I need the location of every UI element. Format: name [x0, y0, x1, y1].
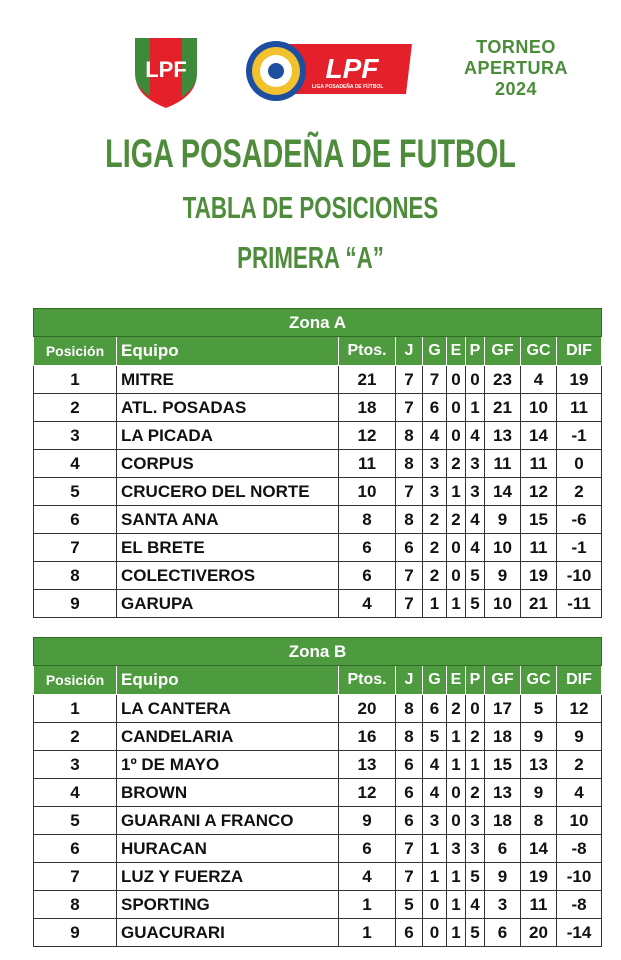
- cell-pts: 11: [339, 450, 396, 478]
- cell-dif: 2: [557, 751, 602, 779]
- column-header-gf: GF: [485, 337, 521, 366]
- cell-p: 3: [466, 478, 485, 506]
- cell-dif: -1: [557, 422, 602, 450]
- zone-header-row: [34, 638, 602, 666]
- cell-gf: 13: [485, 779, 521, 807]
- cell-p: 4: [466, 422, 485, 450]
- cell-pts: 10: [339, 478, 396, 506]
- table-row: [34, 366, 602, 394]
- cell-team: LUZ Y FUERZA: [117, 863, 339, 891]
- cell-gc: 12: [521, 478, 557, 506]
- division-title: PRIMERA “A”: [237, 240, 384, 275]
- cell-j: 7: [396, 366, 423, 394]
- cell-gc: 14: [521, 835, 557, 863]
- cell-gf: 13: [485, 422, 521, 450]
- cell-e: 1: [447, 590, 466, 618]
- cell-e: 1: [447, 751, 466, 779]
- cell-p: 2: [466, 779, 485, 807]
- cell-p: 1: [466, 751, 485, 779]
- cell-team: MITRE: [117, 366, 339, 394]
- cell-gf: 9: [485, 562, 521, 590]
- cell-p: 4: [466, 534, 485, 562]
- lpf-round-logo: [244, 38, 416, 104]
- cell-j: 7: [396, 590, 423, 618]
- cell-gc: 19: [521, 863, 557, 891]
- table-row: [34, 779, 602, 807]
- column-header-row: [34, 666, 602, 695]
- cell-j: 7: [396, 394, 423, 422]
- cell-g: 1: [423, 590, 447, 618]
- cell-j: 7: [396, 478, 423, 506]
- table-row: [34, 863, 602, 891]
- column-header-pts: Ptos.: [339, 666, 396, 695]
- column-header-dif: DIF: [557, 337, 602, 366]
- column-header-gc: GC: [521, 337, 557, 366]
- cell-g: 0: [423, 919, 447, 947]
- cell-gc: 13: [521, 751, 557, 779]
- cell-gf: 9: [485, 863, 521, 891]
- table-row: [34, 891, 602, 919]
- zone-name: Zona B: [34, 638, 602, 666]
- cell-gc: 9: [521, 779, 557, 807]
- cell-dif: 0: [557, 450, 602, 478]
- column-header-team: Equipo: [117, 337, 339, 366]
- cell-gf: 14: [485, 478, 521, 506]
- cell-pos: 6: [34, 835, 117, 863]
- cell-e: 2: [447, 506, 466, 534]
- cell-e: 1: [447, 723, 466, 751]
- cell-pos: 9: [34, 919, 117, 947]
- svg-text:LPF: LPF: [325, 53, 379, 84]
- cell-gc: 5: [521, 695, 557, 723]
- cell-e: 0: [447, 422, 466, 450]
- cell-team: COLECTIVEROS: [117, 562, 339, 590]
- cell-pos: 8: [34, 891, 117, 919]
- cell-g: 1: [423, 863, 447, 891]
- cell-g: 6: [423, 695, 447, 723]
- cell-e: 0: [447, 807, 466, 835]
- zona-a-table: [33, 308, 602, 618]
- cell-team: CANDELARIA: [117, 723, 339, 751]
- cell-dif: 11: [557, 394, 602, 422]
- table-row: [34, 723, 602, 751]
- page-subtitle: TABLA DE POSICIONES: [182, 190, 439, 225]
- column-header-g: G: [423, 337, 447, 366]
- cell-j: 5: [396, 891, 423, 919]
- cell-j: 7: [396, 562, 423, 590]
- cell-dif: 12: [557, 695, 602, 723]
- cell-dif: -11: [557, 590, 602, 618]
- cell-pts: 16: [339, 723, 396, 751]
- table-row: [34, 394, 602, 422]
- column-header-team: Equipo: [117, 666, 339, 695]
- column-header-pts: Ptos.: [339, 337, 396, 366]
- cell-team: LA CANTERA: [117, 695, 339, 723]
- cell-g: 3: [423, 807, 447, 835]
- cell-g: 6: [423, 394, 447, 422]
- cell-gc: 11: [521, 891, 557, 919]
- cell-p: 5: [466, 919, 485, 947]
- cell-g: 2: [423, 534, 447, 562]
- cell-g: 4: [423, 751, 447, 779]
- cell-pts: 1: [339, 919, 396, 947]
- cell-e: 3: [447, 835, 466, 863]
- cell-team: EL BRETE: [117, 534, 339, 562]
- cell-gc: 11: [521, 534, 557, 562]
- cell-e: 1: [447, 478, 466, 506]
- cell-pos: 6: [34, 506, 117, 534]
- cell-p: 0: [466, 366, 485, 394]
- cell-p: 4: [466, 506, 485, 534]
- cell-g: 3: [423, 450, 447, 478]
- cell-g: 3: [423, 478, 447, 506]
- cell-dif: -10: [557, 863, 602, 891]
- cell-dif: 9: [557, 723, 602, 751]
- cell-e: 1: [447, 891, 466, 919]
- cell-team: CRUCERO DEL NORTE: [117, 478, 339, 506]
- torneo-line-2: APERTURA: [463, 58, 568, 78]
- cell-team: SANTA ANA: [117, 506, 339, 534]
- cell-gc: 10: [521, 394, 557, 422]
- zona-b-table: [33, 637, 602, 947]
- cell-gf: 6: [485, 835, 521, 863]
- torneo-line-1: TORNEO: [476, 37, 556, 57]
- cell-pos: 4: [34, 779, 117, 807]
- lpf-shield-logo: [130, 33, 202, 111]
- cell-gc: 8: [521, 807, 557, 835]
- cell-pts: 4: [339, 863, 396, 891]
- torneo-line-3: 2024: [494, 79, 538, 99]
- cell-pos: 3: [34, 422, 117, 450]
- cell-gc: 14: [521, 422, 557, 450]
- cell-dif: -10: [557, 562, 602, 590]
- cell-gc: 19: [521, 562, 557, 590]
- table-row: [34, 695, 602, 723]
- column-header-gc: GC: [521, 666, 557, 695]
- cell-gc: 15: [521, 506, 557, 534]
- svg-text:LPF: LPF: [145, 57, 187, 82]
- cell-team: HURACAN: [117, 835, 339, 863]
- cell-j: 8: [396, 695, 423, 723]
- cell-e: 0: [447, 534, 466, 562]
- cell-team: 1º DE MAYO: [117, 751, 339, 779]
- cell-g: 5: [423, 723, 447, 751]
- cell-pos: 7: [34, 863, 117, 891]
- cell-team: GUARANI A FRANCO: [117, 807, 339, 835]
- cell-pos: 1: [34, 366, 117, 394]
- table-row: [34, 450, 602, 478]
- cell-team: BROWN: [117, 779, 339, 807]
- cell-dif: 19: [557, 366, 602, 394]
- cell-e: 0: [447, 779, 466, 807]
- cell-dif: -6: [557, 506, 602, 534]
- cell-j: 6: [396, 534, 423, 562]
- cell-e: 2: [447, 450, 466, 478]
- header: [0, 0, 621, 300]
- cell-gc: 11: [521, 450, 557, 478]
- column-header-e: E: [447, 666, 466, 695]
- table-row: [34, 534, 602, 562]
- cell-dif: -14: [557, 919, 602, 947]
- cell-team: GUACURARI: [117, 919, 339, 947]
- cell-p: 5: [466, 863, 485, 891]
- cell-gc: 4: [521, 366, 557, 394]
- cell-pts: 8: [339, 506, 396, 534]
- column-header-gf: GF: [485, 666, 521, 695]
- cell-gf: 3: [485, 891, 521, 919]
- cell-j: 6: [396, 751, 423, 779]
- cell-pos: 5: [34, 478, 117, 506]
- cell-g: 7: [423, 366, 447, 394]
- cell-j: 8: [396, 506, 423, 534]
- table-row: [34, 751, 602, 779]
- cell-p: 3: [466, 807, 485, 835]
- cell-gc: 9: [521, 723, 557, 751]
- cell-gf: 11: [485, 450, 521, 478]
- cell-j: 6: [396, 779, 423, 807]
- cell-p: 0: [466, 695, 485, 723]
- cell-p: 3: [466, 835, 485, 863]
- cell-dif: 10: [557, 807, 602, 835]
- cell-g: 0: [423, 891, 447, 919]
- cell-pos: 2: [34, 723, 117, 751]
- cell-pts: 6: [339, 562, 396, 590]
- cell-e: 1: [447, 919, 466, 947]
- cell-p: 5: [466, 562, 485, 590]
- cell-dif: 2: [557, 478, 602, 506]
- cell-j: 8: [396, 422, 423, 450]
- cell-gf: 18: [485, 807, 521, 835]
- table-row: [34, 590, 602, 618]
- cell-e: 0: [447, 562, 466, 590]
- page-title: LIGA POSADEÑA DE FUTBOL: [105, 132, 516, 176]
- cell-dif: 4: [557, 779, 602, 807]
- cell-gf: 6: [485, 919, 521, 947]
- table-row: [34, 919, 602, 947]
- cell-team: ATL. POSADAS: [117, 394, 339, 422]
- cell-p: 2: [466, 723, 485, 751]
- cell-g: 1: [423, 835, 447, 863]
- cell-p: 4: [466, 891, 485, 919]
- cell-j: 8: [396, 723, 423, 751]
- cell-pos: 2: [34, 394, 117, 422]
- cell-g: 2: [423, 506, 447, 534]
- cell-j: 7: [396, 863, 423, 891]
- cell-pos: 1: [34, 695, 117, 723]
- cell-pts: 21: [339, 366, 396, 394]
- cell-p: 1: [466, 394, 485, 422]
- cell-pos: 9: [34, 590, 117, 618]
- cell-g: 4: [423, 779, 447, 807]
- table-row: [34, 835, 602, 863]
- cell-gf: 10: [485, 534, 521, 562]
- cell-pts: 6: [339, 835, 396, 863]
- cell-pts: 1: [339, 891, 396, 919]
- zone-name: Zona A: [34, 309, 602, 337]
- cell-gc: 20: [521, 919, 557, 947]
- table-row: [34, 478, 602, 506]
- cell-pts: 9: [339, 807, 396, 835]
- cell-e: 0: [447, 366, 466, 394]
- cell-pts: 6: [339, 534, 396, 562]
- table-row: [34, 807, 602, 835]
- cell-e: 2: [447, 695, 466, 723]
- cell-gf: 21: [485, 394, 521, 422]
- cell-g: 2: [423, 562, 447, 590]
- cell-gf: 23: [485, 366, 521, 394]
- cell-j: 8: [396, 450, 423, 478]
- column-header-j: J: [396, 666, 423, 695]
- cell-gf: 18: [485, 723, 521, 751]
- cell-dif: -8: [557, 835, 602, 863]
- cell-pts: 12: [339, 779, 396, 807]
- cell-p: 5: [466, 590, 485, 618]
- column-header-pos: Posición: [34, 337, 117, 366]
- cell-pts: 18: [339, 394, 396, 422]
- cell-pos: 5: [34, 807, 117, 835]
- cell-e: 1: [447, 863, 466, 891]
- cell-pos: 8: [34, 562, 117, 590]
- column-header-pos: Posición: [34, 666, 117, 695]
- cell-team: LA PICADA: [117, 422, 339, 450]
- tournament-label: [450, 37, 582, 100]
- column-header-j: J: [396, 337, 423, 366]
- cell-pos: 4: [34, 450, 117, 478]
- cell-gf: 15: [485, 751, 521, 779]
- cell-j: 6: [396, 919, 423, 947]
- cell-j: 6: [396, 807, 423, 835]
- cell-team: SPORTING: [117, 891, 339, 919]
- cell-gf: 9: [485, 506, 521, 534]
- cell-pos: 7: [34, 534, 117, 562]
- column-header-g: G: [423, 666, 447, 695]
- column-header-e: E: [447, 337, 466, 366]
- cell-j: 7: [396, 835, 423, 863]
- table-row: [34, 422, 602, 450]
- column-header-p: P: [466, 666, 485, 695]
- cell-gf: 10: [485, 590, 521, 618]
- cell-gf: 17: [485, 695, 521, 723]
- column-header-p: P: [466, 337, 485, 366]
- cell-gc: 21: [521, 590, 557, 618]
- cell-dif: -8: [557, 891, 602, 919]
- column-header-row: [34, 337, 602, 366]
- cell-pos: 3: [34, 751, 117, 779]
- cell-dif: -1: [557, 534, 602, 562]
- cell-g: 4: [423, 422, 447, 450]
- cell-pts: 4: [339, 590, 396, 618]
- cell-p: 3: [466, 450, 485, 478]
- cell-team: CORPUS: [117, 450, 339, 478]
- table-row: [34, 506, 602, 534]
- cell-team: GARUPA: [117, 590, 339, 618]
- cell-e: 0: [447, 394, 466, 422]
- column-header-dif: DIF: [557, 666, 602, 695]
- logo-subtitle: LIGA POSADEÑA DE FÚTBOL: [312, 84, 384, 90]
- cell-pts: 13: [339, 751, 396, 779]
- zone-header-row: [34, 309, 602, 337]
- table-row: [34, 562, 602, 590]
- cell-pts: 20: [339, 695, 396, 723]
- cell-pts: 12: [339, 422, 396, 450]
